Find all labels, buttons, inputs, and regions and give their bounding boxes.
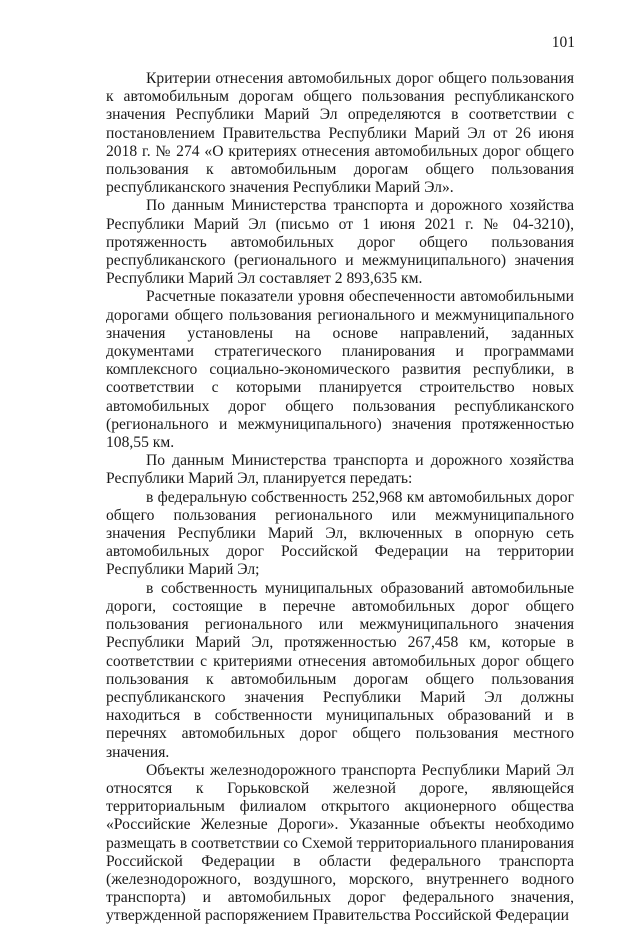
paragraph-municipal-transfer: в собственность муниципальных образований автомобильные дороги, состоящие в перечне автомобильных дорог общего пользования регионального или межмуниципального значения Республики Марий Эл, протяженностью 267,458 км, которые в соответствии с критериями отнесения автомобильных дорог общего пользования к автомобильным дорогам общего пользования республиканского значения Республики Марий Эл должны находиться в собственности муниципальных образований и в перечнях автомобильных дорог общего пользования местного значения. xyxy=(106,579,574,761)
paragraph-railway-objects: Объекты железнодорожного транспорта Республики Марий Эл относятся к Горьковской железной дороге, являющейся территориальным филиалом открытого акционерного общества «Российские Железные Дороги». Указанные объекты необходимо размещать в соответствии со Схемой территориального планирования Российской Федерации в области федерального транспорта (железнодорожного, воздушного, морского, внутреннего водного транспорта) и автомобильных дорог федерального значения, утвержденной распоряжением Правительства Российской Федерации xyxy=(106,761,574,925)
paragraph-road-criteria: Критерии отнесения автомобильных дорог общего пользования к автомобильным дорогам общего пользования республиканского значения Республики Марий Эл определяются в соответствии с постановлением Правительства Республики Марий Эл от 26 июня 2018 г. № 274 «О критериях отнесения автомобильных дорог общего пользования к автомобильным дорогам общего пользования республиканского значения Республики Марий Эл». xyxy=(106,70,574,197)
paragraph-planned-construction: Расчетные показатели уровня обеспеченности автомобильными дорогами общего пользования регионального и межмуниципального значения установлены на основе направлений, заданных документами стратегического планирования и программами комплексного социально-экономического развития республики, в соответствии с которыми планируется строительство новых автомобильных дорог общего пользования республиканского (регионального и межмуниципального) значения протяженностью 108,55 км. xyxy=(106,288,574,452)
document-body xyxy=(106,70,574,926)
page-number: 101 xyxy=(551,34,575,51)
paragraph-federal-transfer: в федеральную собственность 252,968 км автомобильных дорог общего пользования регионального или межмуниципального значения Республики Марий Эл, включенных в опорную сеть автомобильных дорог Российской Федерации на территории Республики Марий Эл; xyxy=(106,488,574,579)
paragraph-planned-transfer: По данным Министерства транспорта и дорожного хозяйства Республики Марий Эл, планируется передать: xyxy=(106,452,574,488)
paragraph-road-length: По данным Министерства транспорта и дорожного хозяйства Республики Марий Эл (письмо от 1 июня 2021 г. № 04-3210), протяженность автомобильных дорог общего пользования республиканского (регионального и межмуниципального) значения Республики Марий Эл составляет 2 893,635 км. xyxy=(106,197,574,288)
